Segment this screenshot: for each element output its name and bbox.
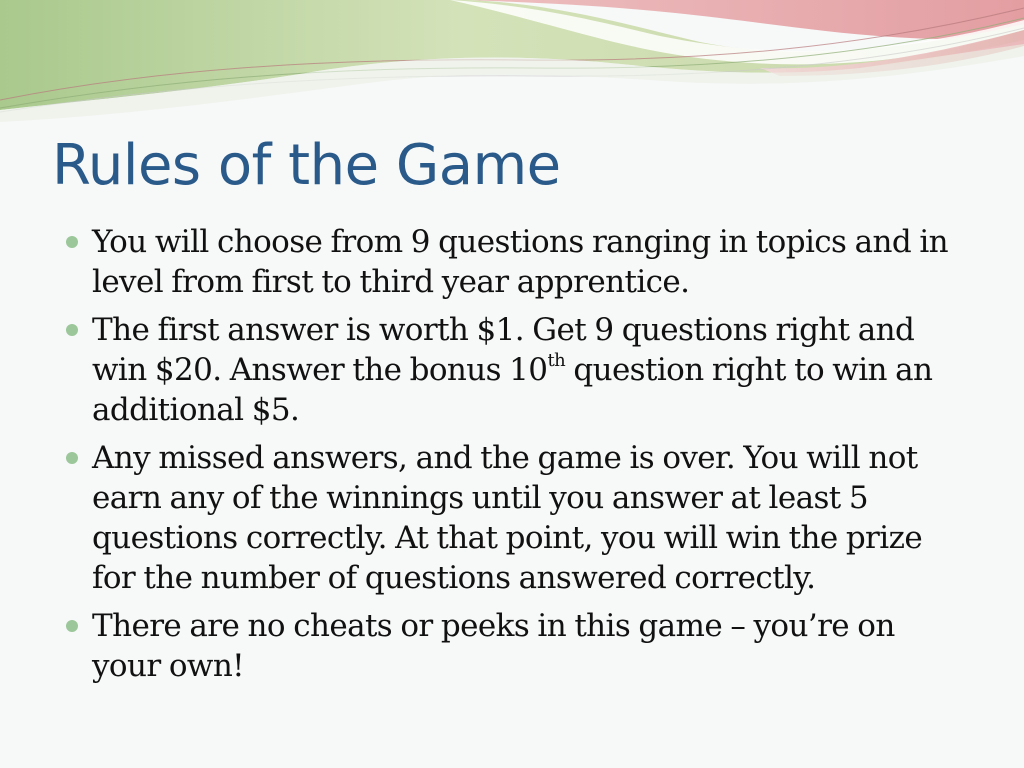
ordinal-superscript: th (547, 350, 566, 371)
bullet-item (64, 310, 969, 430)
bullet-dot-icon (66, 452, 78, 464)
bullet-list (64, 222, 969, 694)
slide-title: Rules of the Game (52, 133, 561, 198)
bullet-text: There are no cheats or peeks in this game – you’re on your own! (92, 608, 895, 684)
bullet-text (92, 312, 932, 428)
bullet-text-part: The first answer is worth $1. Get 9 questions right and win $20. Answer the bonus 10 (92, 312, 915, 388)
bullet-item (64, 438, 969, 598)
bullet-text: You will choose from 9 questions ranging in topics and in level from first to third year apprentice. (92, 224, 949, 300)
bullet-dot-icon (66, 324, 78, 336)
bullet-text-part: question right to win an additional $5. (92, 352, 933, 428)
bullet-item (64, 606, 969, 686)
bullet-dot-icon (66, 620, 78, 632)
bullet-text: Any missed answers, and the game is over. You will not earn any of the winnings until you answer at least 5 questions correctly. At that point, you will win the prize for the number of questions answered correctly. (92, 440, 923, 596)
bullet-item (64, 222, 969, 302)
bullet-dot-icon (66, 236, 78, 248)
